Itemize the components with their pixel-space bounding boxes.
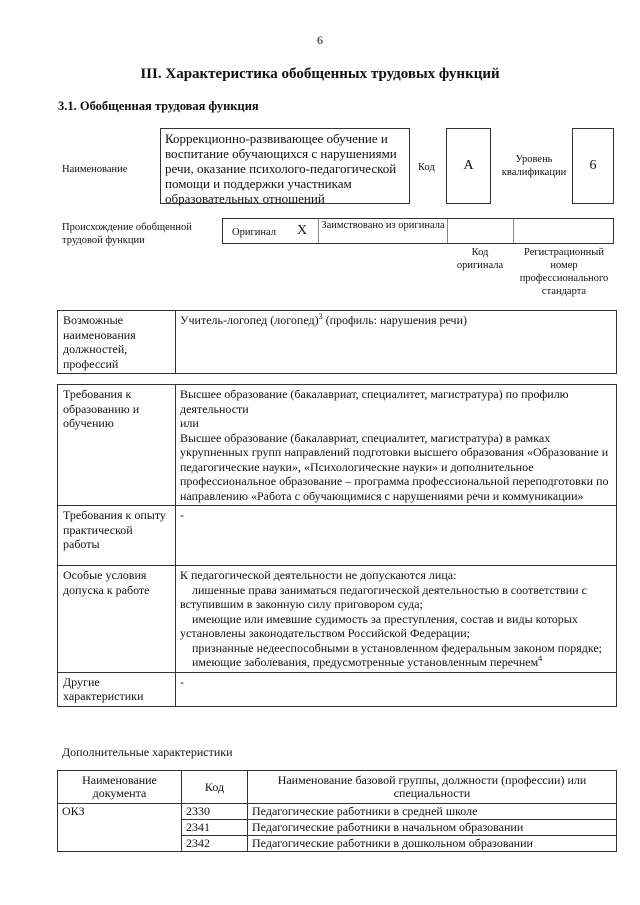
page-number: 6	[317, 33, 323, 47]
section-title: III. Характеристика обобщенных трудовых функций	[140, 66, 500, 82]
name-label: Наименование	[62, 164, 128, 175]
education-cell	[176, 385, 617, 506]
admission-intro: К педагогической деятельности не допускаются лица:	[180, 568, 457, 582]
col-code-header: Код	[182, 771, 248, 804]
education-2: Высшее образование (бакалавриат, специалитет, магистратура) в рамках укрупненных групп направлений подготовки высшего образования «Образование и педагогические науки», «Психологические науки» и дополнительное профессиональное образование – программа профессиональной переподготовки по направлению «Работа с обучающимися с нарушениями речи и коммуникации»	[180, 430, 609, 503]
additional-table	[57, 770, 617, 852]
table-row	[58, 311, 617, 374]
education-or: или	[180, 416, 199, 430]
origin-divider	[513, 219, 514, 243]
name-cell: Педагогические работники в начальном образовании	[248, 820, 617, 836]
admission-label: Особые условия допуска к работе	[58, 566, 176, 673]
origin-borrowed: Заимствовано из оригинала	[321, 220, 445, 231]
table-row	[58, 385, 617, 506]
code-label: Код	[418, 162, 435, 173]
admission-4-line	[180, 655, 612, 670]
code-value-box	[446, 128, 491, 204]
origin-divider	[447, 219, 448, 243]
admission-cell	[176, 566, 617, 673]
experience-label: Требования к опыту практической работы	[58, 506, 176, 566]
experience-value: -	[176, 506, 617, 566]
table-header-row	[58, 771, 617, 804]
code-cell: 2341	[182, 820, 248, 836]
positions-value: Учитель-логопед (логопед)	[180, 313, 319, 327]
name-value: Коррекционно-развивающее обучение и воспитание обучающихся с нарушениями речи, оказание психолого-педагогической помощи и поддержки участникам образовательных отношений	[165, 131, 397, 206]
requirements-table	[57, 384, 617, 707]
col-doc-header: Наименование документа	[58, 771, 182, 804]
positions-suffix: (профиль: нарушения речи)	[322, 313, 468, 327]
origin-code-caption: Код оригинала	[456, 247, 504, 271]
positions-table	[57, 310, 617, 374]
level-value: 6	[589, 158, 597, 173]
doc-cell: ОКЗ	[58, 804, 182, 852]
table-row	[58, 804, 617, 820]
origin-original: Оригинал	[232, 227, 276, 238]
positions-value-cell	[176, 311, 617, 374]
education-1: Высшее образование (бакалавриат, специалитет, магистратура) по профилю деятельности	[180, 387, 569, 416]
admission-1: лишенные права заниматься педагогической деятельностью в соответствии с вступившим в законную силу приговором суда;	[180, 582, 587, 611]
other-value: -	[176, 672, 617, 706]
additional-title: Дополнительные характеристики	[62, 745, 233, 759]
code-value: A	[463, 158, 474, 173]
code-cell: 2330	[182, 804, 248, 820]
name-cell: Педагогические работники в средней школе	[248, 804, 617, 820]
education-label: Требования к образованию и обучению	[58, 385, 176, 506]
origin-divider	[318, 219, 319, 243]
col-name-header: Наименование базовой группы, должности (профессии) или специальности	[248, 771, 617, 804]
code-cell: 2342	[182, 836, 248, 852]
admission-4: имеющие заболевания, предусмотренные установленным перечнем	[192, 655, 539, 669]
subsection-title: 3.1. Обобщенная трудовая функция	[58, 99, 259, 113]
origin-label: Происхождение обобщенной трудовой функции	[62, 222, 192, 246]
level-label: Уровень квалификации	[501, 154, 567, 178]
other-label: Другие характеристики	[58, 672, 176, 706]
footnote-4: 4	[538, 654, 543, 663]
name-value-box	[160, 128, 410, 204]
admission-3: признанные недееспособными в установленном федеральным законом порядке;	[192, 640, 603, 655]
table-row	[58, 566, 617, 673]
level-value-box	[572, 128, 614, 204]
origin-mark: X	[297, 223, 308, 238]
table-row	[58, 672, 617, 706]
admission-2: имеющие или имевшие судимость за преступления, состав и виды которых установлены законодательством Российской Федерации;	[180, 611, 578, 640]
positions-label: Возможные наименования должностей, профессий	[58, 311, 176, 374]
table-row	[58, 506, 617, 566]
name-cell: Педагогические работники в дошкольном образовании	[248, 836, 617, 852]
origin-reg-caption: Регистрационный номер профессионального стандарта	[519, 247, 609, 297]
footnote-3: 3	[318, 312, 323, 321]
